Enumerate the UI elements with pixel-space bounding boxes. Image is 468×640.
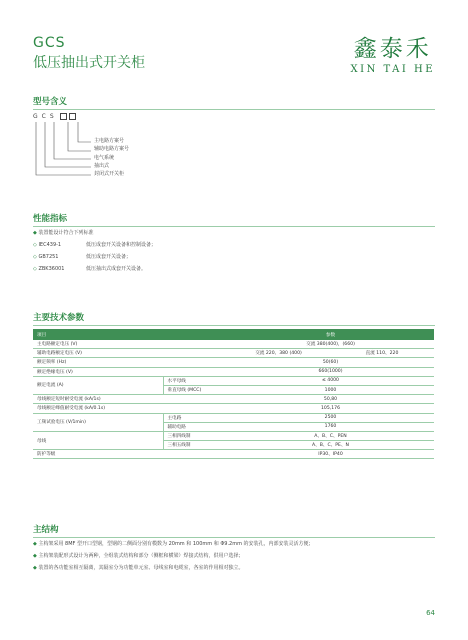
table-row xyxy=(33,404,434,413)
performance-item xyxy=(33,265,156,277)
section-title-performance: 性能指标 xyxy=(33,214,68,224)
section-title-structure: 主结构 xyxy=(33,525,59,535)
param-value: A、B、C、PEN xyxy=(227,431,434,440)
column-header-value: 参数 xyxy=(227,329,434,340)
structure-text: 装置的各功能室相互隔离，其隔室分为功能单元室、母线室和电缆室，各室的作用相对独立。 xyxy=(38,565,244,571)
structure-item xyxy=(33,540,435,552)
bullet-mark: ◇ xyxy=(33,254,37,260)
section-divider xyxy=(33,109,435,110)
param-value: 105,176 xyxy=(227,404,434,413)
brand-name-en: XIN TAI HE xyxy=(350,64,435,75)
table-row xyxy=(33,413,434,422)
label-electrical-system: 电气系统 xyxy=(94,154,115,161)
param-value: IP30、IP40 xyxy=(227,450,434,459)
table-row xyxy=(33,340,434,349)
code-letter-c: C xyxy=(41,113,50,120)
section-title-model-meaning: 型号含义 xyxy=(33,97,68,107)
table-row xyxy=(33,395,434,404)
code-box-aux xyxy=(60,113,67,120)
param-sub: 三相五线制 xyxy=(163,441,227,450)
model-code-labels xyxy=(94,137,129,178)
param-name: 母线额定短时耐受电流 (kA/1s) xyxy=(33,395,227,404)
param-value: 1000 xyxy=(227,385,434,394)
bullet-mark: ◇ xyxy=(33,266,37,272)
section-title-tech-params: 主要技术参数 xyxy=(33,313,85,323)
structure-text: 主构架采用 8MF 型开口型钢，型钢的二侧面分别有模数为 20mm 和 100mm 和 Φ9.2mm 的安装孔，内部安装灵活方便； xyxy=(38,541,314,547)
standard-text: 低压成套开关设备； xyxy=(86,254,132,260)
bullet-mark: ◆ xyxy=(33,230,37,236)
param-value-dc: 直流 110、220 xyxy=(330,349,434,358)
model-code-diagram xyxy=(33,113,76,120)
param-sub: 三相四线制 xyxy=(163,431,227,440)
standard-code: GB7251 xyxy=(38,254,59,260)
standard-code: ZBK36001 xyxy=(38,266,65,272)
page-subtitle: 低压抽出式开关柜 xyxy=(33,55,145,71)
structure-item xyxy=(33,564,435,576)
table-row xyxy=(33,358,434,367)
label-drawout: 抽出式 xyxy=(94,162,110,169)
param-sub: 主电路 xyxy=(163,413,227,422)
performance-intro: 装置能设计符合下列标准 xyxy=(38,230,94,236)
code-box-main xyxy=(69,113,76,120)
leader-box-aux xyxy=(68,122,91,151)
param-name: 工频试验电压 (V/1min) xyxy=(33,413,163,431)
tech-params-table xyxy=(33,329,434,459)
table-row xyxy=(33,431,434,440)
param-name: 额定电流 (A) xyxy=(33,376,163,394)
page-number: 64 xyxy=(426,609,435,617)
column-header-item: 项目 xyxy=(33,329,227,340)
performance-item xyxy=(33,253,156,265)
param-value: 50,80 xyxy=(227,395,434,404)
brand-logo xyxy=(351,36,436,75)
standard-code: IEC439-1 xyxy=(38,242,62,248)
leader-s xyxy=(54,122,91,159)
standard-text: 低压抽出式成套开关设备。 xyxy=(86,266,147,272)
section-divider xyxy=(33,537,435,538)
param-name: 额定频率 (Hz) xyxy=(33,358,227,367)
param-value: 交流 380(400)，(660) xyxy=(227,340,434,349)
param-name: 额定绝缘电压 (V) xyxy=(33,367,227,376)
param-value: 2500 xyxy=(227,413,434,422)
label-aux-circuit: 辅助电路方案号 xyxy=(94,146,130,153)
bullet-mark: ◆ xyxy=(33,565,39,571)
param-value: 50(60) xyxy=(227,358,434,367)
structure-list xyxy=(33,540,435,576)
table-row xyxy=(33,376,434,385)
model-code: GCS xyxy=(33,35,66,51)
param-sub: 辅助电路 xyxy=(163,422,227,431)
table-row xyxy=(33,367,434,376)
table-row xyxy=(33,450,434,459)
label-main-circuit: 主电路方案号 xyxy=(94,138,125,144)
table-header-row xyxy=(33,329,434,340)
bullet-mark: ◇ xyxy=(33,242,37,248)
performance-item xyxy=(33,229,156,241)
performance-item xyxy=(33,241,156,253)
param-value: 1760 xyxy=(227,422,434,431)
param-name: 母线 xyxy=(33,431,163,449)
param-name: 辅助电路额定电压 (V) xyxy=(33,349,227,358)
param-value: 交流 220、380 (400) xyxy=(227,349,330,358)
standard-text: 低压成套开关设备和控制设备； xyxy=(86,242,157,248)
structure-text: 主构架装配形式设计为两种，全组装式结构和部分（侧框和横梁）焊接式结构，供用户选择； xyxy=(38,553,244,559)
structure-item xyxy=(33,552,435,564)
table-row xyxy=(33,349,434,358)
bullet-mark: ◆ xyxy=(33,541,39,547)
param-name: 母线额定峰值耐受电流 (kA/0.1s) xyxy=(33,404,227,413)
code-letter-s: S xyxy=(49,113,58,120)
leader-box-main xyxy=(78,122,91,142)
bullet-mark: ◆ xyxy=(33,553,39,559)
performance-list xyxy=(33,229,156,277)
param-value: 660(1000) xyxy=(227,367,434,376)
code-letter-g: G xyxy=(33,113,42,120)
param-sub: 水平母线 xyxy=(163,376,227,385)
brand-name-cn: 鑫泰禾 xyxy=(353,36,432,62)
param-sub: 垂直母线 (MCC) xyxy=(163,385,227,394)
param-name: 防护等级 xyxy=(33,450,227,459)
section-divider xyxy=(33,226,435,227)
section-divider xyxy=(33,325,435,326)
param-name: 主电路额定电压 (V) xyxy=(33,340,227,349)
param-value: ≤ 4000 xyxy=(227,376,434,385)
param-value: A、B、C、PE、N xyxy=(227,441,434,450)
label-enclosed: 封闭式开关柜 xyxy=(94,171,125,178)
